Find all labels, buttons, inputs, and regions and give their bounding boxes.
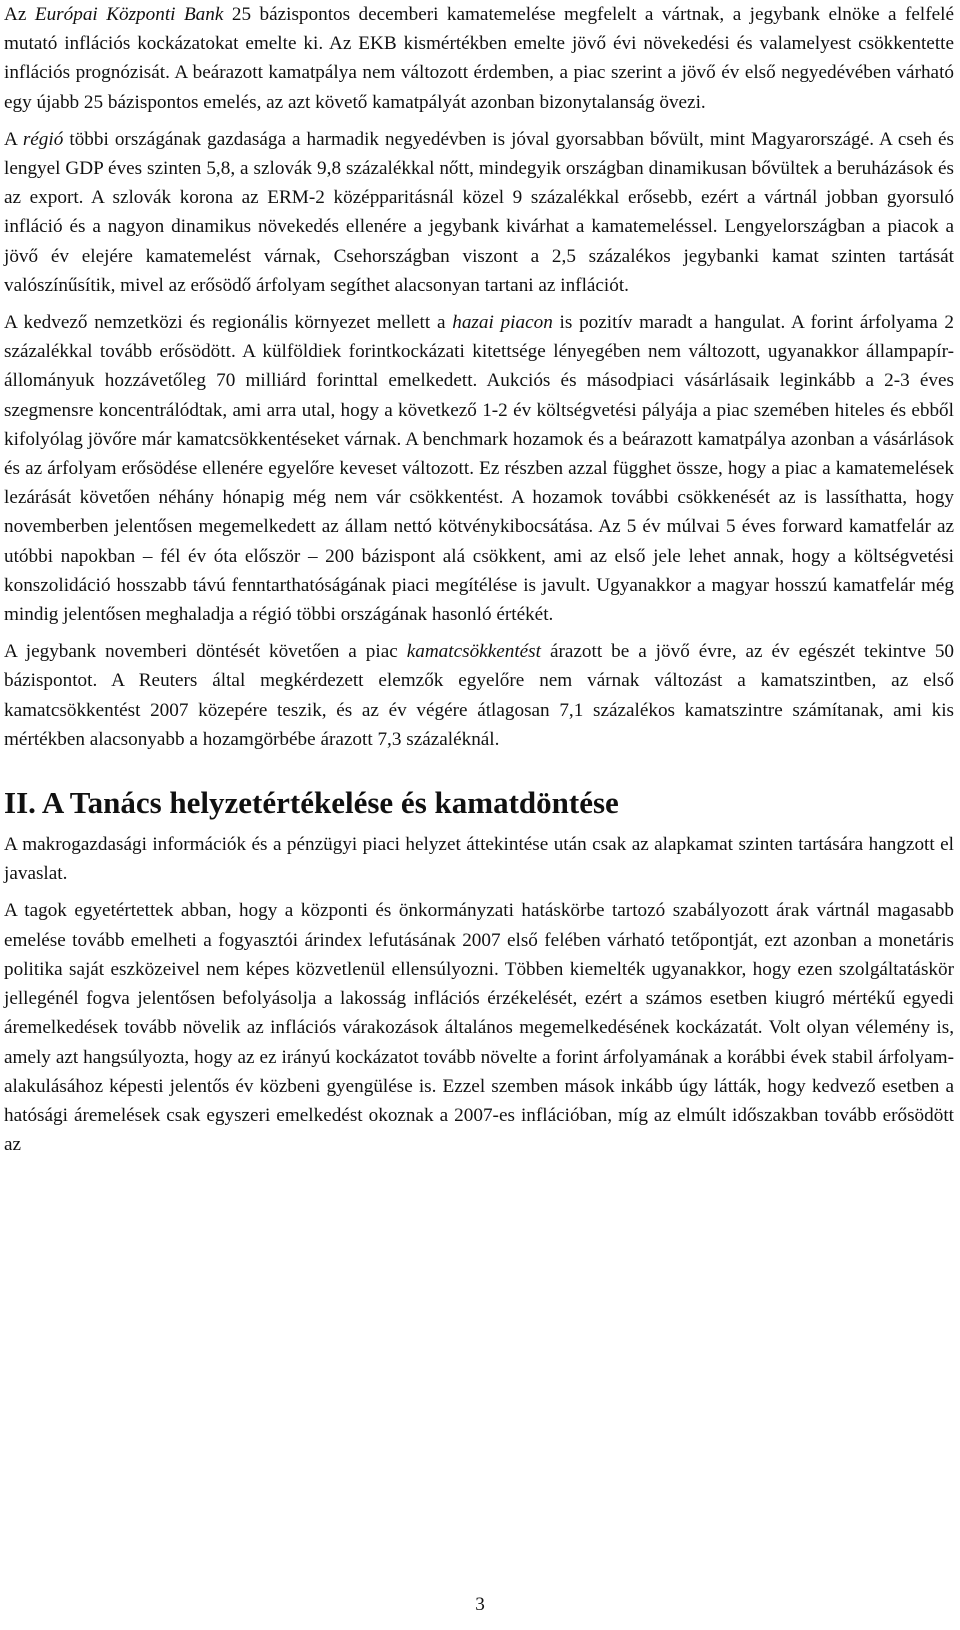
section-heading: II. A Tanács helyzetértékelése és kamatdöntése bbox=[4, 785, 619, 821]
paragraph-proposal: A makrogazdasági információk és a pénzügyi piaci helyzet áttekintése után csak az alapkamat szinten tartására hangzott el javaslat. bbox=[4, 834, 954, 885]
italic-term: Európai Központi Bank bbox=[34, 4, 224, 25]
italic-term: kamatcsökkentést bbox=[406, 641, 541, 663]
text-run: A jegybank novemberi döntését követően a piac bbox=[4, 641, 407, 663]
text-run: A kedvező nemzetközi és regionális környezet mellett a bbox=[4, 312, 453, 334]
paragraph-ecb bbox=[4, 0, 954, 117]
paragraph-domestic-market bbox=[4, 308, 954, 629]
intro-section bbox=[4, 0, 954, 754]
text-run: is pozitív maradt a hangulat. A forint árfolyama 2 százalékkal tovább erősödött. A külföldiek forintkockázati kitettsége lényegében nem változott, ugyanakkor állampapír-állományuk hozzávetőleg 70 milliárd forinttal emelkedett. Aukciós és másodpiaci vásárlásaik leginkább a 2-3 éves szegmensre koncentrálódtak, ami arra utal, hogy a következő 1-2 év költségvetési pályája a piac szemében hiteles és ebből kifolyólag jövőre már kamatcsökkentéseket várnak. A benchmark hozamok és a beárazott kamatpálya azonban a vásárlások és az árfolyam erősödése ellenére egyelőre keveset változott. Ez részben azzal függhet össze, hogy a piac a kamatemelések lezárását követően néhány hónapig még nem vár csökkentést. A hozamok további csökkenését az is lassíthatta, hogy novemberben jelentősen megemelkedett az állam nettó kötvénykibocsátása. Az 5 év múlvai 5 éves forward kamatfelár az utóbbi napokban – fél év óta először – 200 bázispont alá csökkent, ami az első jele lehet annak, hogy a költségvetési konszolidáció hosszabb távú fenntarthatóságának piaci megítélése is javult. Ugyanakkor a magyar hosszú kamatfelár még mindig jelentősen meghaladja a régió többi országának hasonló értékét. bbox=[4, 312, 954, 626]
italic-term: hazai piacon bbox=[452, 312, 553, 334]
paragraph-region bbox=[4, 125, 954, 300]
text-run: árazott be a jövő évre, az év egészét tekintve 50 bázispontot. A Reuters által megkérdezett elemzők egyelőre nem várnak változást a kamatszintben, az első kamatcsökkentést 2007 közepére teszik, és az év végére átlagosan 7,1 százalékos kamatszintre számítanak, ami kis mértékben alacsonyabb a hozamgörbébe árazott 7,3 százaléknál. bbox=[4, 641, 955, 750]
paragraph-members-view: A tagok egyetértettek abban, hogy a központi és önkormányzati hatáskörbe tartozó szabályozott árak vártnál magasabb emelése tovább emelheti a fogyasztói árindex lefutásának 2007 első felében várható tetőpontját, ezt azonban a monetáris politika saját eszközeivel nem képes közvetlenül ellensúlyozni. Többen kiemelték ugyanakkor, hogy ezen szolgáltatáskör jellegénél fogva jelentősen befolyásolja a lakosság inflációs érzékelését, ezért a számos esetben kiugró mértékű egyedi áremelkedések tovább növelik az inflációs várakozások általános megemelkedésének kockázatát. Volt olyan vélemény is, amely azt hangsúlyozta, hogy az ez irányú kockázatot tovább növelte a forint árfolyamának a korábbi évek stabil árfolyam-alakulásához képesti jelentős év közbeni gyengülése is. Ezzel szemben mások inkább úgy látták, hogy kedvező esetben a hatósági áremelések csak egyszeri emelkedést okoznak a 2007-es inflációban, míg az elmúlt időszakban tovább erősödött az bbox=[4, 900, 954, 1156]
council-section bbox=[4, 785, 954, 1159]
text-run: Az bbox=[4, 4, 35, 25]
italic-term: régió bbox=[22, 128, 64, 150]
text-run: többi országának gazdasága a harmadik negyedévben is jóval gyorsabban bővült, mint Magyarországé. A cseh és lengyel GDP éves szinten 5,8, a szlovák 9,8 százalékkal nőtt, mindegyik országban dinamikusan bővültek a beruházások és az export. A szlovák korona az ERM-2 középparitásnál közel 9 százalékkal erősebb, ezért a vártnál jobban gyorsuló infláció és a nagyon dinamikus növekedés ellenére a jegybank kivárhat a kamatemeléssel. Lengyelországban a piacok a jövő év elejére kamatemelést várnak, Csehországban viszont a 2,5 százalékos jegybanki kamat szinten tartását valószínűsítik, mivel az erősödő árfolyam segíthet alacsonyan tartani az inflációt. bbox=[4, 128, 954, 296]
text-run: A bbox=[4, 128, 23, 150]
page-number: 3 bbox=[475, 1594, 485, 1615]
text-run: 25 bázispontos decemberi kamatemelése megfelelt a vártnak, a jegybank elnöke a felfelé mutató inflációs kockázatokat emelte ki. Az EKB kismértékben emelte jövő évi növekedési és valamelyest csökkentette inflációs prognózisát. A beárazott kamatpálya nem változott érdemben, a piac szerint a jövő év első negyedévében várható egy újabb 25 bázispontos emelés, az azt követő kamatpályát azonban bizonytalanság övezi. bbox=[4, 4, 955, 113]
paragraph-rate-expectations bbox=[4, 637, 954, 754]
